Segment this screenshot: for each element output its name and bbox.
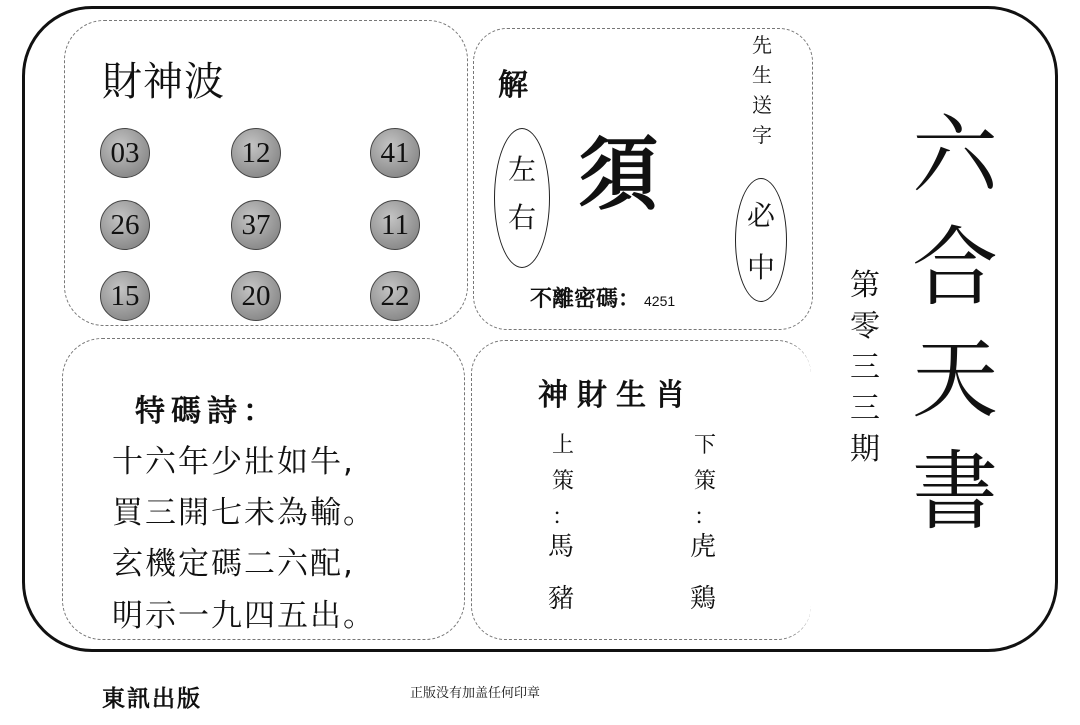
vertical-char: 合 <box>912 218 998 318</box>
poem-line: 明示一九四五出。 <box>112 598 376 634</box>
vertical-char: 天 <box>912 330 998 430</box>
number-ball: 11 <box>370 200 420 250</box>
poem-line: 十六年少壯如牛, <box>112 444 355 480</box>
secret-code-label: 不離密碼： <box>530 287 641 312</box>
wealth-wave-title: 財神波 <box>102 59 225 105</box>
poem-line: 買三開七未為輸。 <box>112 495 376 531</box>
vertical-char: 左 <box>507 153 536 186</box>
number-ball: 37 <box>231 200 281 250</box>
vertical-char: 右 <box>507 201 536 234</box>
gift-text <box>747 30 777 150</box>
number-ball: 20 <box>231 271 281 321</box>
left-right-text <box>494 146 550 242</box>
vertical-char: 送 <box>752 93 772 117</box>
hint-main-char: 須 <box>578 128 658 221</box>
vertical-char: 上 <box>551 433 574 458</box>
authenticity-notice: 正版没有加盖任何印章 <box>410 686 541 701</box>
hint-label: 解 <box>498 68 528 103</box>
vertical-char: 三 <box>850 391 880 426</box>
lower-animal: 鶏 <box>690 584 717 614</box>
sure-win-text <box>735 190 787 294</box>
zodiac-title: 神財生肖 <box>538 378 694 413</box>
vertical-char: ： <box>551 505 574 530</box>
number-ball: 26 <box>100 200 150 250</box>
upper-animal: 馬 <box>548 532 575 562</box>
number-ball: 03 <box>100 128 150 178</box>
vertical-char: 先 <box>752 33 772 57</box>
vertical-char: 生 <box>752 63 772 87</box>
vertical-char: 策 <box>693 469 716 494</box>
number-ball: 22 <box>370 271 420 321</box>
vertical-char: 書 <box>912 442 998 542</box>
number-ball: 12 <box>231 128 281 178</box>
vertical-char: 策 <box>551 469 574 494</box>
secret-code-line <box>530 282 675 313</box>
secret-code-value: 4251 <box>644 293 676 309</box>
vertical-char: ： <box>693 505 716 530</box>
number-ball: 15 <box>100 271 150 321</box>
publisher: 東訊出版 <box>102 686 202 712</box>
vertical-char: 六 <box>912 106 998 206</box>
poem-line: 玄機定碼二六配, <box>112 546 355 582</box>
main-title <box>905 100 1005 548</box>
vertical-char: 第 <box>850 268 880 303</box>
lower-strategy-label <box>688 428 722 536</box>
vertical-char: 必 <box>746 199 775 232</box>
number-ball: 41 <box>370 128 420 178</box>
upper-strategy-label <box>546 428 580 536</box>
issue-number <box>845 265 885 470</box>
vertical-char: 零 <box>850 309 880 344</box>
vertical-char: 期 <box>850 432 880 467</box>
poem-title: 特碼詩： <box>135 394 279 429</box>
lower-animal: 虎 <box>690 532 717 562</box>
vertical-char: 字 <box>752 123 772 147</box>
vertical-char: 中 <box>746 251 775 284</box>
upper-animal: 豬 <box>548 584 575 614</box>
vertical-char: 三 <box>850 350 880 385</box>
vertical-char: 下 <box>693 433 716 458</box>
